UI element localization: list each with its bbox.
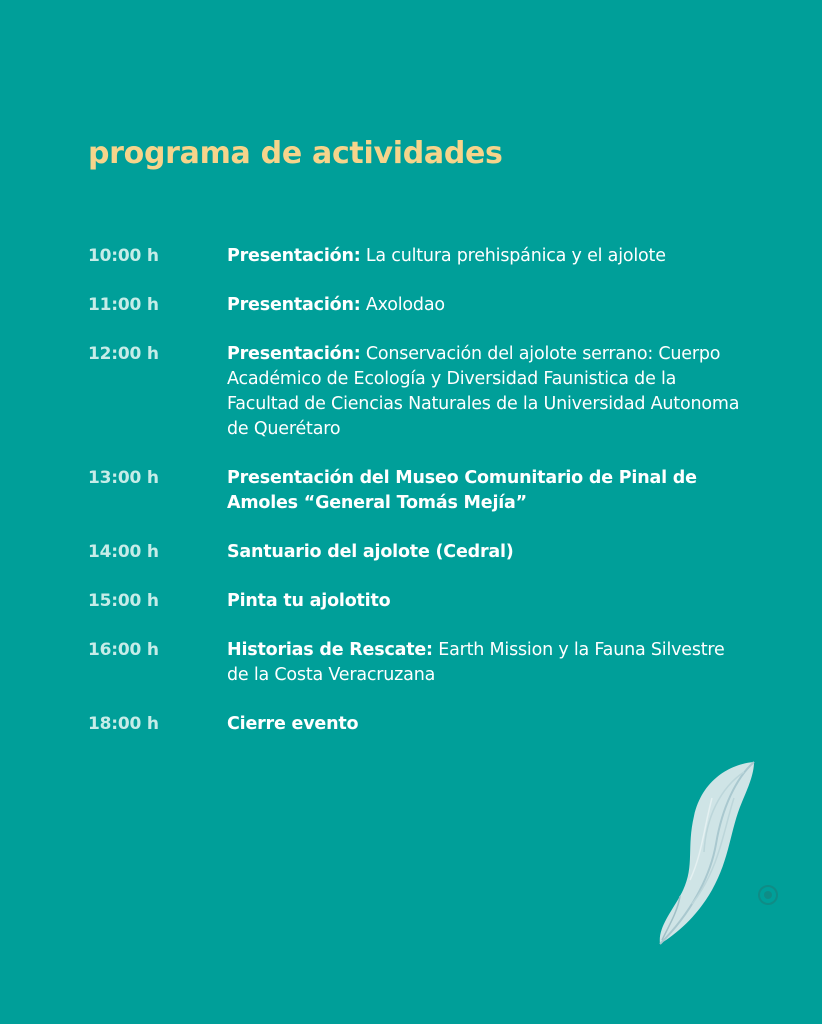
schedule-description [227, 244, 748, 269]
schedule-lead: Cierre evento [227, 714, 359, 734]
decorative-circle-icon [757, 884, 779, 906]
schedule-description [227, 589, 748, 614]
schedule-description [227, 540, 748, 565]
schedule-detail: Earth Mission y la Fauna Silvestre de la Costa Veracruzana [227, 640, 725, 685]
schedule-time: 18:00 h [88, 714, 159, 734]
schedule-lead: Presentación del Museo Comunitario de Pinal de Amoles “General Tomás Mejía” [227, 468, 697, 513]
schedule-time: 16:00 h [88, 640, 159, 660]
schedule-description [227, 712, 748, 737]
schedule-item [88, 466, 748, 516]
schedule-time: 11:00 h [88, 295, 159, 315]
schedule-item [88, 638, 748, 688]
schedule-description [227, 638, 748, 688]
schedule-time: 12:00 h [88, 344, 159, 364]
schedule-item [88, 244, 748, 269]
schedule-lead: Presentación: [227, 246, 361, 266]
schedule-lead: Presentación: [227, 344, 361, 364]
schedule-item [88, 293, 748, 318]
schedule-item [88, 589, 748, 614]
schedule-lead: Santuario del ajolote (Cedral) [227, 542, 514, 562]
schedule-description [227, 466, 748, 516]
schedule-lead: Historias de Rescate: [227, 640, 433, 660]
schedule-item [88, 540, 748, 565]
schedule-list [88, 244, 748, 761]
schedule-detail: Axolodao [360, 295, 445, 315]
schedule-detail: La cultura prehispánica y el ajolote [360, 246, 666, 266]
page-title: programa de actividades [88, 136, 503, 171]
schedule-time: 13:00 h [88, 468, 159, 488]
schedule-description [227, 293, 748, 318]
schedule-item [88, 712, 748, 737]
leaf-illustration [650, 758, 762, 948]
schedule-time: 14:00 h [88, 542, 159, 562]
schedule-time: 15:00 h [88, 591, 159, 611]
schedule-item [88, 342, 748, 442]
schedule-lead: Presentación: [227, 295, 361, 315]
schedule-lead: Pinta tu ajolotito [227, 591, 391, 611]
schedule-description [227, 342, 748, 442]
schedule-time: 10:00 h [88, 246, 159, 266]
schedule-detail: Conservación del ajolote serrano: Cuerpo Académico de Ecología y Diversidad Faunistica de la Facultad de Ciencias Naturales de la Universidad Autonoma de Querétaro [227, 344, 740, 439]
